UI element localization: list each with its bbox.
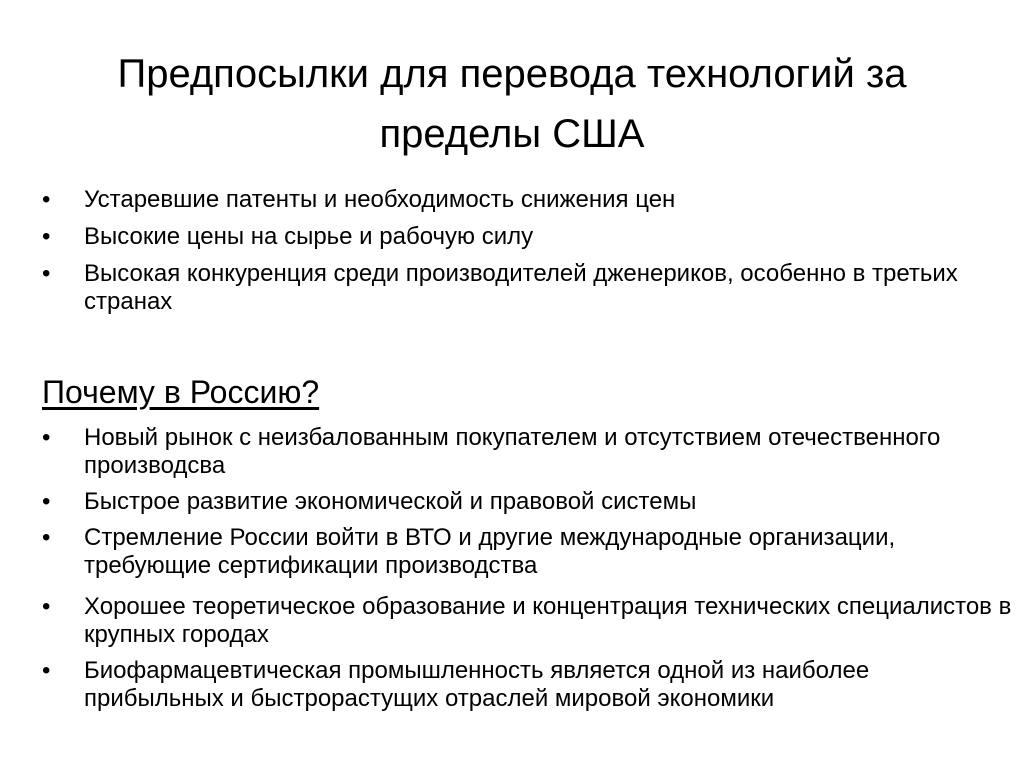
list-item [42, 593, 1012, 649]
list-item [42, 524, 1012, 580]
list-item [42, 657, 1012, 713]
list-item [42, 488, 1012, 516]
bullet-icon: • [42, 488, 51, 515]
bullet-icon: • [42, 657, 51, 684]
list-item-text: Хорошее теоретическое образование и концентрация технических специалистов в крупных городах [84, 593, 1012, 648]
prerequisites-list [42, 186, 1002, 316]
bullet-icon: • [42, 260, 51, 287]
bullet-icon: • [42, 593, 51, 620]
bullet-icon: • [42, 424, 51, 451]
bullet-icon: • [42, 223, 51, 250]
list-item-text: Новый рынок с неизбалованным покупателем и отсутствием отечественного производсва [84, 424, 941, 479]
list-item-text: Устаревшие патенты и необходимость снижения цен [84, 186, 676, 213]
list-item [42, 424, 1012, 480]
list-item-text: Стремление России войти в ВТО и другие международные организации, требующие сертификации производства [84, 524, 896, 579]
slide-title: Предпосылки для перевода технологий за пределы США [117, 52, 907, 156]
list-item-text: Быстрое развитие экономической и правовой системы [84, 488, 697, 515]
list-item-text: Биофармацевтическая промышленность является одной из наиболее прибыльных и быстрорастущих отраслей мировой экономики [84, 657, 870, 712]
bullet-icon: • [42, 524, 51, 551]
list-item-text: Высокая конкуренция среди производителей дженериков, особенно в третьих странах [84, 260, 958, 315]
list-item [42, 223, 1002, 251]
reasons-list [42, 424, 1012, 721]
list-item [42, 186, 1002, 214]
list-item [42, 260, 1002, 316]
bullet-icon: • [42, 186, 51, 213]
list-item-text: Высокие цены на сырье и рабочую силу [84, 223, 534, 250]
section-heading: Почему в Россию? [42, 374, 320, 410]
